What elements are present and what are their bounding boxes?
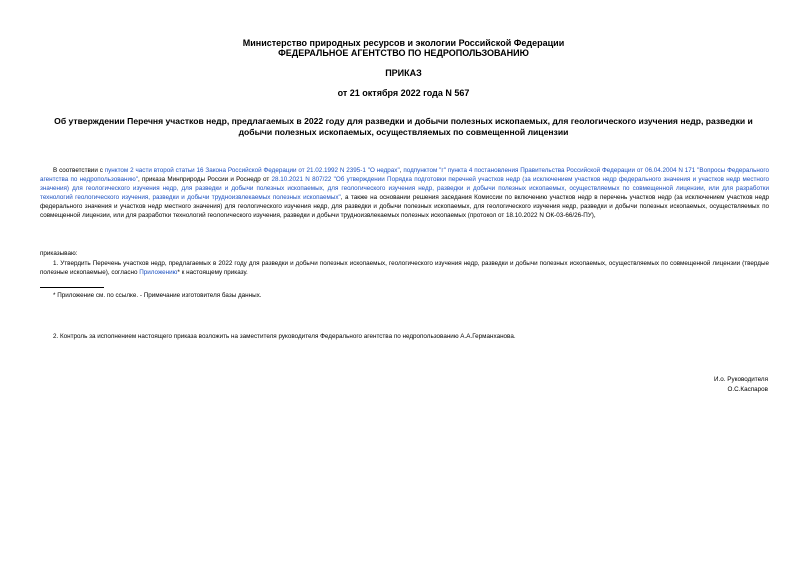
preamble-text-1: В соответствии с: [53, 167, 105, 174]
appendix-link[interactable]: Приложению: [139, 269, 178, 277]
footnote: * Приложение см. по ссылке. - Примечание изготовителя базы данных.: [53, 292, 262, 299]
document-title-line-2: добычи полезных ископаемых, осуществляемых по совмещенной лицензии: [238, 127, 569, 137]
preamble-text-2: ,: [399, 167, 404, 174]
item-1-text-end: * к настоящему приказу.: [177, 269, 248, 277]
preamble-text-4: , а также на основании решения заседания Комиссии по включению участков недр в перечень участков недр (за исключением участков недр федерального значения и участков недр местного значения) для геологического изучения недр, для разведки и добычи полезных ископаемых, для геологического изучения недр, разведки и добычи полезных ископаемых, осуществляемых по совмещенной лицензии, или для разработки технологий геологического изучения, разведки и добычи трудноизвлекаемых полезных ископаемых (протокол от 18.10.2022 N ОК-03-66/26-ПУ),: [40, 194, 769, 220]
orders-label: приказываю:: [40, 250, 78, 257]
preamble-paragraph: [40, 166, 769, 221]
doc-type-heading: ПРИКАЗ: [385, 68, 422, 78]
agency-heading: ФЕДЕРАЛЬНОЕ АГЕНТСТВО ПО НЕДРОПОЛЬЗОВАНИЮ: [278, 48, 529, 58]
order-item-1: [40, 259, 769, 277]
item-1-text: 1. Утвердить Перечень участков недр, предлагаемых в 2022 году для разведки и добычи полезных ископаемых, геологического изучения недр, разведки и добычи полезных ископаемых, осуществляемых по совмещенной лицензии (твердые полезные ископаемые), согласно: [40, 260, 769, 277]
law-on-subsoil-link[interactable]: пунктом 2 части второй статьи 16 Закона Российской Федерации от 21.02.1992 N 2395-1 "О недрах": [104, 167, 400, 174]
date-number-heading: от 21 октября 2022 года N 567: [337, 88, 470, 98]
preamble-text-3: , приказа Минприроды России и Роснедр от: [137, 176, 272, 184]
ministry-heading: Министерство природных ресурсов и экологии Российской Федерации: [242, 38, 565, 48]
document-title: [36, 116, 771, 138]
joint-order-link[interactable]: 28.10.2021 N 807/22 "Об утверждении Порядка подготовки перечней участков недр (за исключением участков недр федерального значения и участков недр местного значения) для геологического изучения недр, для разведки и добычи полезных ископаемых, для геологического изучения недр, разведки и добычи полезных ископаемых, осуществляемых по совмещенной лицензии, или для разработки технологий геологического изучения, разведки и добычи трудноизвлекаемых полезных ископаемых": [40, 176, 770, 202]
order-item-2: 2. Контроль за исполнением настоящего приказа возложить на заместителя руководителя Федерального агентства по недропользованию А.А.Германханова.: [53, 333, 516, 340]
signature-position: И.о. Руководителя: [714, 376, 768, 383]
footnote-separator: [40, 287, 104, 288]
document-title-line-1: Об утверждении Перечня участков недр, предлагаемых в 2022 году для разведки и добычи полезных ископаемых, для геологического изучения недр, разведки и: [54, 116, 753, 126]
government-decree-link[interactable]: подпунктом "г" пункта 4 постановления Правительства Российской Федерации от 06.04.2004 N 171 "Вопросы Федерального агентства по недропользованию": [40, 167, 769, 184]
signature-name: О.С.Каспаров: [727, 386, 768, 393]
